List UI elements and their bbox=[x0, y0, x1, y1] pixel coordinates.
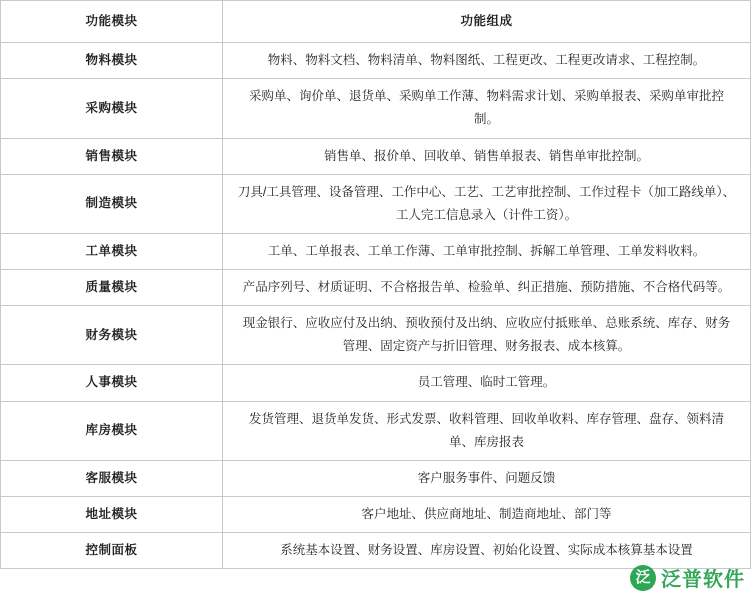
module-name: 销售模块 bbox=[1, 138, 223, 174]
table-row bbox=[1, 174, 751, 233]
table-row bbox=[1, 270, 751, 306]
table-row bbox=[1, 401, 751, 460]
table-row bbox=[1, 460, 751, 496]
table-header-row bbox=[1, 1, 751, 43]
module-parts: 刀具/工具管理、设备管理、工作中心、工艺、工艺审批控制、工作过程卡（加工路线单）、工人完工信息录入（计件工资）。 bbox=[223, 174, 751, 233]
module-parts: 客户服务事件、问题反馈 bbox=[223, 460, 751, 496]
module-parts: 工单、工单报表、工单工作薄、工单审批控制、拆解工单管理、工单发料收料。 bbox=[223, 233, 751, 269]
module-parts: 销售单、报价单、回收单、销售单报表、销售单审批控制。 bbox=[223, 138, 751, 174]
column-header-module: 功能模块 bbox=[1, 1, 223, 43]
table-row bbox=[1, 533, 751, 569]
module-parts: 采购单、询价单、退货单、采购单工作薄、物料需求计划、采购单报表、采购单审批控制。 bbox=[223, 79, 751, 138]
table-row bbox=[1, 43, 751, 79]
table-row bbox=[1, 79, 751, 138]
module-parts: 系统基本设置、财务设置、库房设置、初始化设置、实际成本核算基本设置 bbox=[223, 533, 751, 569]
module-name: 地址模块 bbox=[1, 496, 223, 532]
module-name: 库房模块 bbox=[1, 401, 223, 460]
module-parts: 现金银行、应收应付及出纳、预收预付及出纳、应收应付抵账单、总账系统、库存、财务管理、固定资产与折旧管理、财务报表、成本核算。 bbox=[223, 306, 751, 365]
table-row bbox=[1, 365, 751, 401]
module-name: 物料模块 bbox=[1, 43, 223, 79]
module-name: 制造模块 bbox=[1, 174, 223, 233]
module-parts: 客户地址、供应商地址、制造商地址、部门等 bbox=[223, 496, 751, 532]
table-row bbox=[1, 233, 751, 269]
module-parts: 发货管理、退货单发货、形式发票、收料管理、回收单收料、库存管理、盘存、领料清单、库房报表 bbox=[223, 401, 751, 460]
table-row bbox=[1, 496, 751, 532]
module-name: 工单模块 bbox=[1, 233, 223, 269]
watermark-logo-icon: 泛 bbox=[630, 565, 656, 591]
module-name: 人事模块 bbox=[1, 365, 223, 401]
module-name: 采购模块 bbox=[1, 79, 223, 138]
module-name: 客服模块 bbox=[1, 460, 223, 496]
module-name: 控制面板 bbox=[1, 533, 223, 569]
module-parts: 员工管理、临时工管理。 bbox=[223, 365, 751, 401]
module-name: 质量模块 bbox=[1, 270, 223, 306]
column-header-parts: 功能组成 bbox=[223, 1, 751, 43]
table-row bbox=[1, 138, 751, 174]
module-parts: 产品序列号、材质证明、不合格报告单、检验单、纠正措施、预防措施、不合格代码等。 bbox=[223, 270, 751, 306]
module-parts: 物料、物料文档、物料清单、物料图纸、工程更改、工程更改请求、工程控制。 bbox=[223, 43, 751, 79]
module-name: 财务模块 bbox=[1, 306, 223, 365]
watermark-text: 泛普软件 bbox=[661, 569, 745, 591]
table-row bbox=[1, 306, 751, 365]
